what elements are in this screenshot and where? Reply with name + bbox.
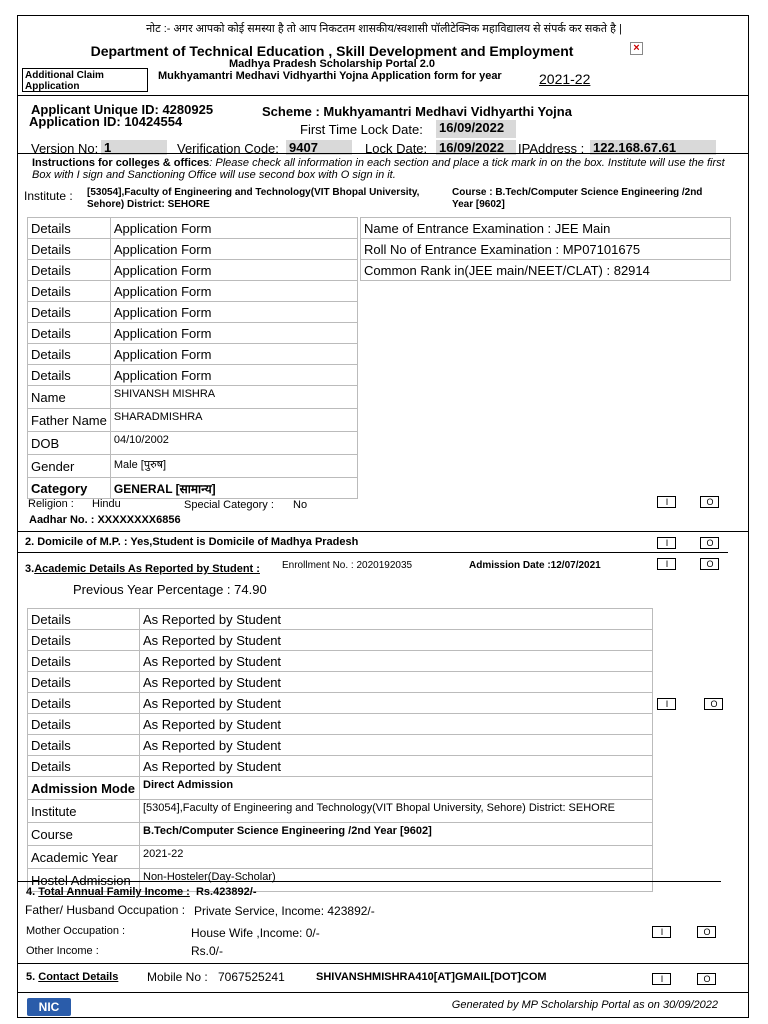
other-income-label: Other Income :	[26, 945, 99, 957]
divider	[17, 552, 728, 553]
entrance-rank: Common Rank in(JEE main/NEET/CLAT) : 82914	[361, 260, 731, 281]
institute-checkbox[interactable]: I	[657, 496, 676, 508]
instructions	[32, 157, 732, 181]
divider	[17, 531, 749, 532]
row-value: Application Form	[110, 281, 357, 302]
row-label: Details	[28, 609, 140, 630]
row-value: As Reported by Student	[140, 714, 653, 735]
enrollment-number: Enrollment No. : 2020192035	[282, 560, 413, 571]
ip-value: 122.168.67.61	[590, 140, 716, 155]
hindi-note: नोट :- अगर आपको कोई समस्या है तो आप निकटतम शासकीय/स्वशासी पॉलीटेक्निक महाविद्यालय से संपर्क कर सकते है |	[146, 23, 622, 35]
office-checkbox[interactable]: O	[700, 537, 719, 549]
row-value: GENERAL [सामान्य]	[110, 478, 357, 499]
first-lock-value: 16/09/2022	[436, 120, 516, 138]
row-label: Details	[28, 651, 140, 672]
table-row	[28, 651, 653, 672]
table-row	[28, 478, 358, 499]
instructions-text: : Please check all information in each section and place a tick mark in on the box. Institute will use the first Box with I sign and Sanctioning Office will use second box with O sign in it.	[32, 157, 725, 181]
course-value: Course : B.Tech/Computer Science Engineering /2nd Year [9602]	[452, 187, 703, 210]
row-value: 04/10/2002	[110, 432, 357, 455]
row-value: Application Form	[110, 323, 357, 344]
office-checkbox[interactable]: O	[700, 558, 719, 570]
verification-label: Verification Code:	[177, 141, 279, 156]
table-row	[28, 735, 653, 756]
family-income-amount: Rs.423892/-	[195, 886, 257, 898]
row-value: 2021-22	[140, 846, 653, 869]
religion-label: Religion :	[28, 498, 74, 510]
table-row	[361, 260, 731, 281]
office-checkbox[interactable]: O	[697, 926, 716, 938]
row-value: As Reported by Student	[140, 672, 653, 693]
mobile-value: 7067525241	[218, 970, 285, 984]
academic-section-title: 3.Academic Details As Reported by Student :	[25, 563, 260, 575]
contact-section-title: 5. Contact Details	[26, 971, 119, 983]
table-row	[28, 455, 358, 478]
application-id: Application ID: 10424554	[29, 114, 183, 129]
table-row	[28, 281, 358, 302]
row-label: Name	[28, 386, 111, 409]
father-occupation-value: Private Service, Income: 423892/-	[194, 904, 375, 918]
row-label: Details	[28, 756, 140, 777]
special-category-value: No	[293, 499, 308, 511]
lock-date-label: Lock Date:	[365, 141, 428, 156]
lock-date-value: 16/09/2022	[436, 140, 516, 155]
row-value: Male [पुरुष]	[110, 455, 357, 478]
family-income-section: 4. Total Annual Family Income : Rs.423892/-	[26, 886, 257, 898]
entrance-roll-no: Roll No of Entrance Examination : MP07101675	[361, 239, 731, 260]
row-label: Course	[28, 823, 140, 846]
row-label: Details	[28, 218, 111, 239]
special-category-label: Special Category :	[184, 499, 274, 511]
institute-checkbox[interactable]: I	[657, 698, 676, 710]
row-value: Direct Admission	[140, 777, 653, 800]
row-value: As Reported by Student	[140, 693, 653, 714]
row-value: As Reported by Student	[140, 756, 653, 777]
scheme-name: Scheme : Mukhyamantri Medhavi Vidhyarthi Yojna	[262, 104, 572, 119]
row-value: As Reported by Student	[140, 609, 653, 630]
previous-year-percentage: Previous Year Percentage : 74.90	[73, 582, 267, 597]
office-checkbox[interactable]: O	[700, 496, 719, 508]
row-label: Details	[28, 630, 140, 651]
row-value: Non-Hosteler(Day-Scholar)	[140, 869, 653, 892]
row-value: As Reported by Student	[140, 651, 653, 672]
first-lock-label: First Time Lock Date:	[300, 122, 423, 137]
institute-label: Institute :	[24, 189, 73, 203]
table-row	[361, 218, 731, 239]
entrance-exam-table	[360, 217, 731, 281]
table-row	[28, 846, 653, 869]
row-label: Details	[28, 239, 111, 260]
institute-checkbox[interactable]: I	[657, 537, 676, 549]
row-value: Application Form	[110, 365, 357, 386]
row-label: Academic Year	[28, 846, 140, 869]
row-value: B.Tech/Computer Science Engineering /2nd Year [9602]	[140, 823, 653, 846]
institute-checkbox[interactable]: I	[652, 973, 671, 985]
close-icon[interactable]: ×	[630, 42, 643, 55]
row-label: Details	[28, 693, 140, 714]
father-occupation-label: Father/ Husband Occupation :	[25, 903, 186, 917]
email-value: SHIVANSHMISHRA410[AT]GMAIL[DOT]COM	[316, 971, 547, 983]
row-value: Application Form	[110, 239, 357, 260]
row-label: Father Name	[28, 409, 111, 432]
version-value: 1	[101, 140, 167, 155]
row-value: SHIVANSH MISHRA	[110, 386, 357, 409]
row-label: Details	[28, 302, 111, 323]
table-row	[28, 302, 358, 323]
other-income-value: Rs.0/-	[191, 944, 224, 958]
nic-logo: NIC	[27, 998, 71, 1016]
row-label: Details	[28, 714, 140, 735]
divider	[17, 992, 749, 993]
table-row	[28, 239, 358, 260]
table-row	[28, 693, 653, 714]
table-row	[28, 823, 653, 846]
institute-checkbox[interactable]: I	[657, 558, 676, 570]
row-label: Details	[28, 323, 111, 344]
version-label: Version No:	[31, 141, 99, 156]
table-row	[28, 800, 653, 823]
table-row	[361, 239, 731, 260]
table-row	[28, 777, 653, 800]
form-title: Mukhyamantri Medhavi Vidhyarthi Yojna Application form for year	[158, 70, 502, 82]
row-label: Details	[28, 281, 111, 302]
row-label: Admission Mode	[28, 777, 140, 800]
religion-value: Hindu	[92, 498, 121, 510]
divider	[17, 95, 749, 96]
table-row	[28, 630, 653, 651]
academic-details-table	[27, 608, 653, 892]
row-value: Application Form	[110, 260, 357, 281]
row-label: Details	[28, 344, 111, 365]
row-label: Details	[28, 260, 111, 281]
table-row	[28, 756, 653, 777]
table-row	[28, 672, 653, 693]
verification-value: 9407	[286, 140, 352, 155]
row-label: Hostel Admission	[28, 869, 140, 892]
office-checkbox[interactable]: O	[704, 698, 723, 710]
row-value: Application Form	[110, 344, 357, 365]
table-row	[28, 365, 358, 386]
row-label: Category	[28, 478, 111, 499]
table-row	[28, 432, 358, 455]
divider	[17, 963, 749, 964]
generated-note: Generated by MP Scholarship Portal as on 30/09/2022	[451, 999, 718, 1011]
instructions-label: Instructions for colleges & offices	[32, 157, 210, 169]
row-value: As Reported by Student	[140, 735, 653, 756]
row-label: Details	[28, 365, 111, 386]
table-row	[28, 344, 358, 365]
row-label: Details	[28, 735, 140, 756]
mother-occupation-value: House Wife ,Income: 0/-	[191, 926, 320, 940]
row-value: Application Form	[110, 218, 357, 239]
department-title: Department of Technical Education , Skill Development and Employment	[90, 43, 574, 59]
row-label: Details	[28, 672, 140, 693]
admission-date: Admission Date :12/07/2021	[469, 560, 601, 571]
institute-checkbox[interactable]: I	[652, 926, 671, 938]
row-value: [53054],Faculty of Engineering and Technology(VIT Bhopal University, Sehore) District: SEHORE	[140, 800, 653, 823]
institute-value: [53054],Faculty of Engineering and Technology(VIT Bhopal University, Sehore) District: SEHORE	[87, 187, 420, 210]
row-label: Institute	[28, 800, 140, 823]
divider	[17, 881, 721, 882]
divider	[17, 153, 749, 154]
mobile-label: Mobile No :	[147, 970, 208, 984]
application-details-table	[27, 217, 358, 499]
row-label: Gender	[28, 455, 111, 478]
row-label: DOB	[28, 432, 111, 455]
row-value: As Reported by Student	[140, 630, 653, 651]
entrance-exam-name: Name of Entrance Examination : JEE Main	[361, 218, 731, 239]
table-row	[28, 609, 653, 630]
table-row	[28, 386, 358, 409]
portal-title: Madhya Pradesh Scholarship Portal 2.0	[228, 58, 435, 70]
table-row	[28, 218, 358, 239]
row-value: SHARADMISHRA	[110, 409, 357, 432]
table-row	[28, 714, 653, 735]
table-row	[28, 409, 358, 432]
mother-occupation-label: Mother Occupation :	[26, 925, 126, 937]
domicile-section: 2. Domicile of M.P. : Yes,Student is Domicile of Madhya Pradesh	[25, 536, 359, 548]
form-year: 2021-22	[539, 71, 591, 87]
table-row	[28, 323, 358, 344]
applicant-unique-id: Applicant Unique ID: 4280925	[31, 102, 214, 117]
office-checkbox[interactable]: O	[697, 973, 716, 985]
claim-box: Additional Claim Application	[22, 68, 148, 92]
ip-label: IPAddress :	[518, 141, 585, 156]
table-row	[28, 260, 358, 281]
aadhar-number: Aadhar No. : XXXXXXXX6856	[29, 514, 181, 526]
row-value: Application Form	[110, 302, 357, 323]
